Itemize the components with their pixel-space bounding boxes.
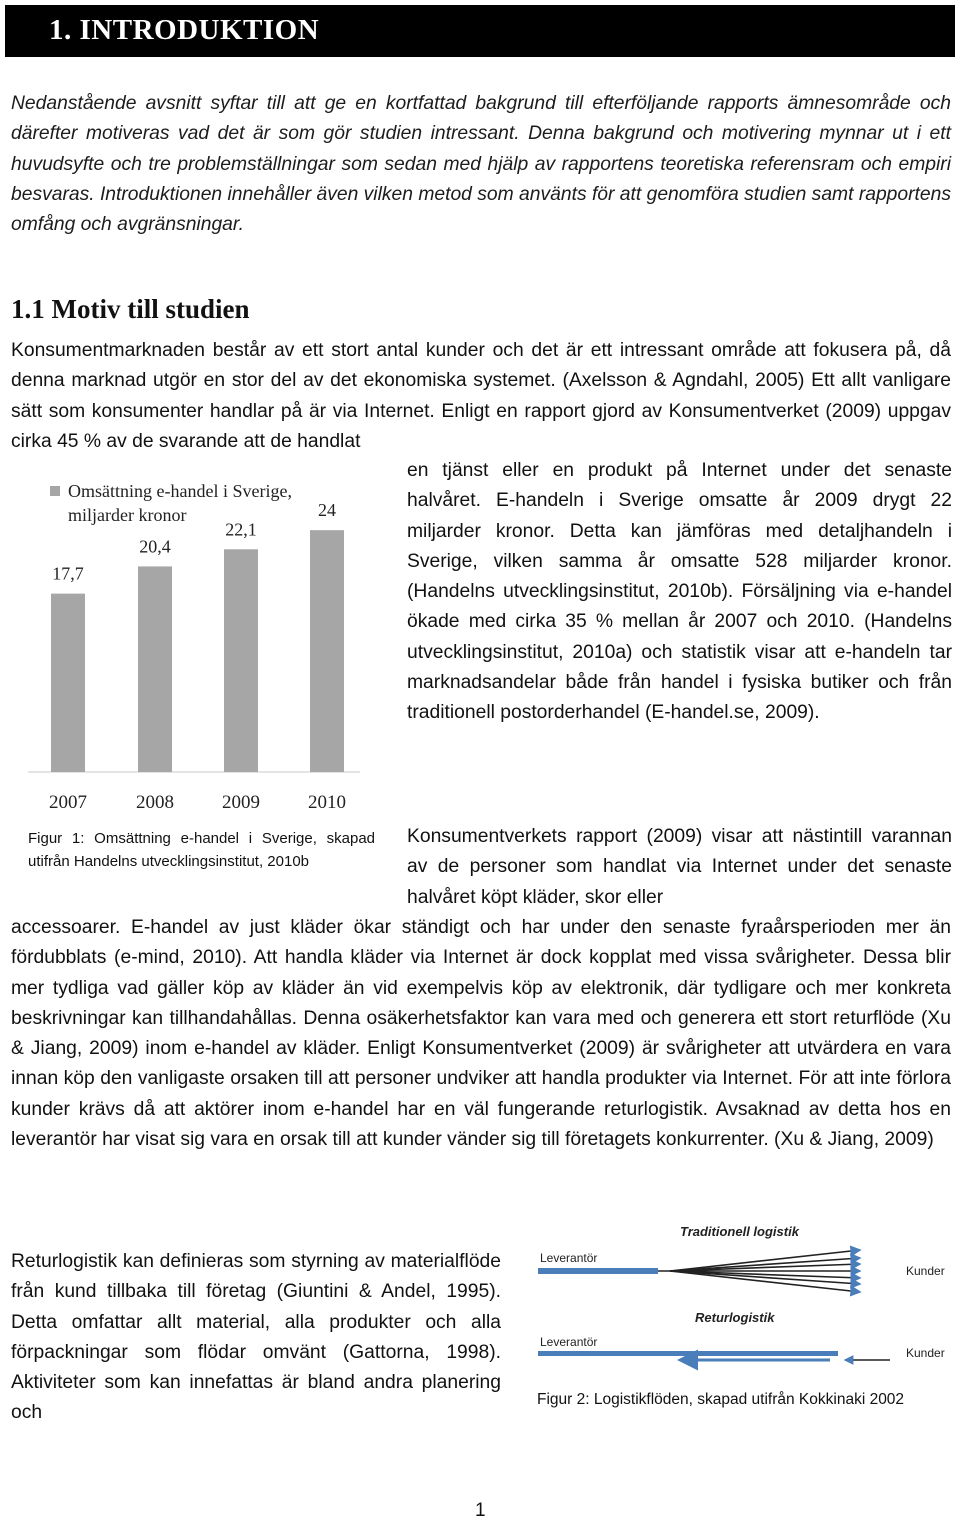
figure-2-logistics-diagram <box>530 1220 960 1380</box>
paragraph-2-right: Konsumentverkets rapport (2009) visar att nästintill varannan av de personer som handlat via Internet under det senaste halvåret köpt kläder, skor eller <box>407 826 952 908</box>
diagram-supplier-label-bottom: Leverantör <box>540 1335 598 1349</box>
legend-swatch <box>50 486 60 496</box>
chapter-heading: 1. INTRODUKTION <box>49 14 320 46</box>
bar-2010 <box>310 530 344 772</box>
intro-paragraph: Nedanstående avsnitt syftar till att ge en kortfattad bakgrund till efterföljande rapports ämnesområde och därefter motiveras vad det är som gör studien intressant. Denna bakgrund och motivering mynnar ut i ett huvudsyfte och tre problemställningar som sedan med hjälp av rapportens teoretiska referensram och empiri besvaras. Introduktionen innehåller även vilken metod som använts för att genomföra studien samt rapportens omfång och avgränsningar. <box>11 93 951 236</box>
page-number: 1 <box>475 1500 486 1521</box>
diagram-title-traditional: Traditionell logistik <box>680 1224 799 1239</box>
category-label-2007: 2007 <box>49 792 87 813</box>
paragraph-1-full: Konsumentmarknaden består av ett stort antal kunder och det är ett intressant område att fokusera på, då denna marknad utgör en stor del av det ekonomiska systemet. (Axelsson & Agndahl, 2005) Ett allt vanligare sätt som konsumenter handlar på är via Internet. Enligt en rapport gjord av Konsumentverket (2009) uppgav cirka 45 % av de svarande att de handlat <box>11 340 951 452</box>
category-label-2009: 2009 <box>222 792 260 813</box>
category-label-2008: 2008 <box>136 792 174 813</box>
value-label-2008: 20,4 <box>139 536 171 557</box>
section-heading: 1.1 Motiv till studien <box>11 294 250 324</box>
figure-2-caption: Figur 2: Logistikflöden, skapad utifrån Kokkinaki 2002 <box>537 1391 905 1408</box>
chapter-heading-bar <box>5 5 955 57</box>
category-label-2010: 2010 <box>308 792 346 813</box>
reverse-main-arrow <box>538 1351 838 1356</box>
bar-2008 <box>138 566 172 772</box>
legend-label-line1: Omsättning e-handel i Sverige, <box>68 481 292 501</box>
value-label-2009: 22,1 <box>225 519 257 540</box>
figure-1-bar-chart <box>20 470 360 820</box>
diagram-title-reverse: Returlogistik <box>695 1310 775 1325</box>
diagram-customers-label-top: Kunder <box>906 1264 945 1278</box>
traditional-main-arrow <box>538 1268 658 1274</box>
figure-1-caption: Figur 1: Omsättning e-handel i Sverige, skapad utifrån Handelns utvecklingsinstitut, 2010b <box>28 830 375 870</box>
paragraph-2-full: accessoarer. E-handel av just kläder ökar ständigt och har under den senaste fyraårsperioden mer än fördubblats (e-mind, 2010). Att handla kläder via Internet är dock kopplat med vissa svårigheter. Dessa blir mer tydliga vad gäller köp av kläder än vid exempelvis köp av elektronik, där tydligare och mer konkreta beskrivningar kan tillhandahållas. Denna osäkerhetsfaktor kan vara med och generera ett stort returflöde (Xu & Jiang, 2009) inom e-handel av kläder. Enligt Konsumentverket (2009) är svårigheter att utvärdera en vara innan köp den vanligaste orsaken till att personer undviker att handla produkter via Internet. För att inte förlora kunder krävs då att aktörer inom e-handel har en väl fungerande returlogistik. Avsaknad av detta hos en leverantör har visat sig vara en orsak till att kunder vänder sig till företagets konkurrenter. (Xu & Jiang, 2009) <box>11 917 951 1151</box>
legend-label-line2: miljarder kronor <box>68 505 187 525</box>
bar-2007 <box>51 594 85 772</box>
diagram-supplier-label-top: Leverantör <box>540 1251 598 1265</box>
reverse-flow-arrows <box>538 1351 890 1360</box>
diagram-customers-label-bottom: Kunder <box>906 1346 945 1360</box>
value-label-2010: 24 <box>318 500 336 521</box>
bar-2009 <box>224 549 258 772</box>
paragraph-3: Returlogistik kan definieras som styrning av materialflöde från kund tillbaka till företag (Giuntini & Andel, 1995). Detta omfattar allt material, alla produkter och alla förpackningar som flödar omvänt (Gattorna, 1998). Aktiviteter som kan innefattas är bland andra planering och <box>11 1251 501 1424</box>
value-label-2007: 17,7 <box>52 563 84 584</box>
paragraph-1-right: en tjänst eller en produkt på Internet under det senaste halvåret. E-handeln i Sverige omsatte år 2009 drygt 22 miljarder kronor. Detta kan jämföras med detaljhandeln i Sverige, vilken samma år omsatte 528 miljarder kronor. (Handelns utvecklingsinstitut, 2010b). Försäljning via e-handel ökade med cirka 35 % mellan år 2007 och 2010. (Handelns utvecklingsinstitut, 2010a) och statistik visar att e-handeln tar marknadsandelar både från handel i fysiska butiker och från traditionell postorderhandel (E-handel.se, 2009). <box>407 460 952 724</box>
